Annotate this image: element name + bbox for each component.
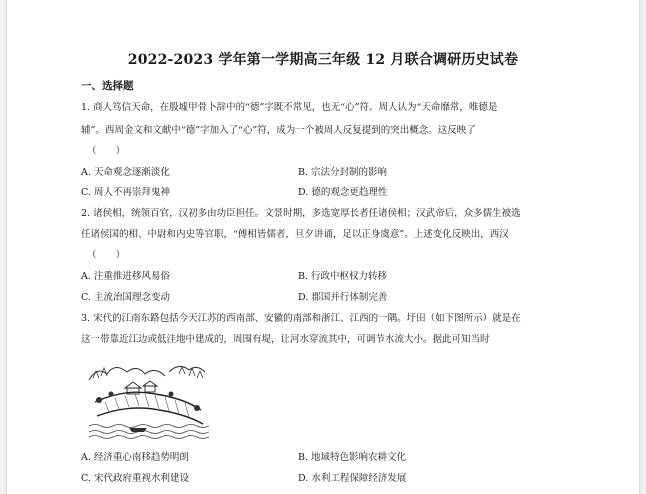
question-2-line-2: 任诸侯国的相、中尉和内史等官职，“傅相皆儒者，旦夕讲诵，足以正身虞意”。上述变化反映出，西汉 — [81, 229, 509, 240]
question-1-answer-blank: （ ） — [87, 146, 126, 157]
question-1-line-1: 1. 商人笃信天命，在殷墟甲骨卜辞中的“德”字既不常见，也无“心”符。周人认为“天命靡常，唯德是 — [81, 102, 498, 113]
question-1-option-c: C. 周人不再崇拜鬼神 — [81, 187, 170, 198]
question-1-line-2: 辅”。西周金文和文献中“德”字加入了“心”符，成为一个被周人反复提到的突出概念。这反映了 — [81, 125, 476, 136]
question-3-option-d: D. 水利工程保障经济发展 — [298, 473, 407, 484]
page-title: 2022-2023 学年第一学期高三年级 12 月联合调研历史试卷 — [127, 52, 519, 68]
question-3-option-c: C. 宋代政府重视水利建设 — [81, 473, 189, 484]
question-1-option-b: B. 宗法分封制的影响 — [298, 167, 388, 178]
question-1-option-a: A. 天命观念逐渐淡化 — [81, 167, 170, 178]
polder-field-illustration — [85, 358, 209, 440]
section-heading: 一、选择题 — [81, 80, 134, 92]
question-2-option-d: D. 郡国并行体制完善 — [298, 292, 388, 303]
question-2-option-a: A. 注重推进移风易俗 — [81, 271, 170, 282]
question-3-option-a: A. 经济重心南移趋势明朗 — [81, 452, 189, 463]
question-2-option-c: C. 主流治国理念变动 — [81, 292, 170, 303]
question-3-line-1: 3. 宋代的江南东路包括今天江苏的西南部、安徽的南部和浙江、江西的一隅。圩田（如下图所示）就是在 — [81, 313, 521, 324]
question-2-line-1: 2. 诸侯相，统领百官，汉初多由功臣担任。文景时期，多选宽厚长者任诸侯相；汉武帝后，众多儒生被选 — [81, 208, 521, 219]
question-3-line-2: 这一带靠近江边或低洼地中建成的，周围有堤，让河水穿流其中，可调节水流大小。据此可知当时 — [81, 334, 490, 345]
question-3-option-b: B. 地域特色影响农耕文化 — [298, 452, 407, 463]
question-2-answer-blank: （ ） — [87, 250, 126, 261]
question-2-option-b: B. 行政中枢权力转移 — [298, 271, 388, 282]
document-page — [6, 0, 640, 494]
question-1-option-d: D. 德的观念更趋理性 — [298, 187, 388, 198]
